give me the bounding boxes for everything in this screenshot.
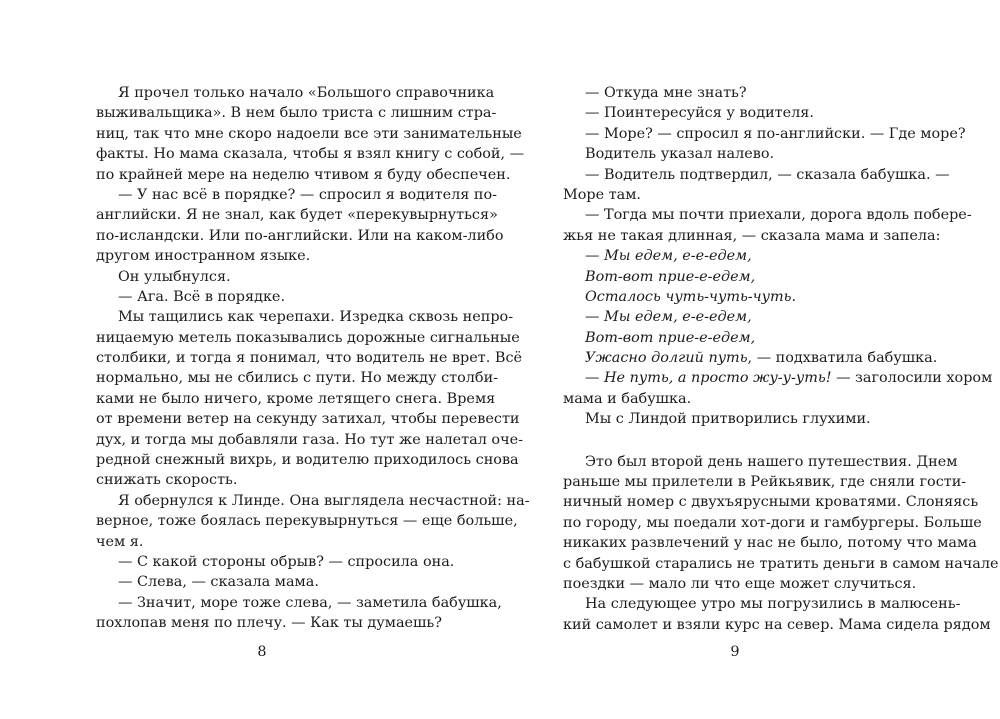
left-page-number: 8 — [257, 644, 267, 660]
text-line: Мы с Линдой притворились глухими. — [585, 411, 871, 428]
text-fragment: — заголосили хором — [831, 370, 993, 387]
text-line: верное, тоже боялась перекувырнуться — еще больше, — [96, 513, 518, 530]
text-line — [563, 368, 993, 388]
text-line: ничный номер с двухъярусными кроватями. Слоняясь — [563, 494, 979, 511]
text-line: На следующее утро мы погрузились в малюсень- — [585, 596, 961, 613]
right-page-number: 9 — [730, 644, 740, 660]
text-line: от времени ветер на секунду затихал, чтобы перевести — [96, 411, 520, 428]
text-line: кий самолет и взяли курс на север. Мама сидела рядом — [563, 616, 991, 633]
left-page-text — [96, 83, 530, 634]
text-line: — Водитель подтвердил, — сказала бабушка. — — [585, 166, 950, 183]
text-line: никаких развлечений у нас не было, потому что мама — [563, 535, 977, 552]
text-line: снижать скорость. — [96, 472, 238, 489]
text-line — [563, 287, 907, 307]
text-line: факты. Но мама сказала, чтобы я взял книгу с собой, — — [96, 146, 525, 163]
text-line: — Слева, — сказала мама. — [118, 574, 319, 591]
text-line: — Значит, море тоже слева, — заметила бабушка, — [118, 594, 502, 611]
text-line: мама и бабушка. — [563, 390, 692, 407]
italic-fragment: Мы едем, е-е-едем, — [603, 248, 752, 265]
text-line: выживальщика». В нем было триста с лишним стра- — [96, 105, 497, 122]
text-line: с бабушкой старались не тратить деньги в самом начале — [563, 555, 999, 572]
text-line: — Ага. Всё в порядке. — [118, 288, 286, 305]
text-line: Он улыбнулся. — [118, 268, 231, 285]
text-line: Море там. — [563, 186, 642, 203]
text-line: — У нас всё в порядке? — спросил я водителя по- — [118, 186, 497, 203]
italic-fragment: Вот-вот прие-е-едем, — [585, 268, 756, 285]
text-fragment: — — [585, 248, 604, 265]
text-line: — С какой стороны обрыв? — спросила она. — [118, 553, 455, 570]
text-line: — Поинтересуйся у водителя. — [585, 105, 814, 122]
text-line: чем я. — [96, 533, 144, 550]
text-line — [563, 328, 907, 348]
text-line: раньше мы прилетели в Рейкьявик, где сняли гости- — [563, 474, 967, 491]
text-line: по крайней мере на неделю чтивом я буду обеспечен. — [96, 166, 511, 183]
text-line: жья не такая длинная, — сказала мама и запела: — [563, 227, 941, 244]
text-line: — Тогда мы почти приехали, дорога вдоль побере- — [585, 207, 972, 224]
italic-fragment: Ужасно долгий путь — [585, 350, 748, 367]
text-fragment: — — [585, 370, 604, 387]
text-line: похлопав меня по плечу. — Как ты думаешь? — [96, 615, 442, 632]
text-line: по-исландски. Или по-английски. Или на каком-либо — [96, 227, 504, 244]
text-line — [563, 267, 907, 287]
text-line: нормально, мы не сбились с пути. Но между столби- — [96, 370, 499, 387]
text-line: ниц, так что мне скоро надоели все эти занимательные — [96, 125, 522, 142]
text-line: Мы тащились как черепахи. Изредка сквозь непро- — [118, 309, 514, 326]
text-line: Я обернулся к Линде. Она выглядела несчастной: на- — [118, 492, 530, 509]
text-line — [563, 246, 907, 266]
text-fragment: — — [585, 309, 604, 326]
text-line: редной снежный вихрь, и водителю приходилось снова — [96, 452, 519, 469]
italic-fragment: Вот-вот прие-е-едем, — [585, 329, 756, 346]
italic-fragment: Не путь, а просто жу-у-уть! — [603, 370, 832, 387]
text-line: дух, и тогда мы добавляли газа. Но тут же налетал оче- — [96, 431, 523, 448]
text-line — [563, 348, 938, 368]
text-line: столбики, и тогда я понимал, что водитель не врет. Всё — [96, 350, 523, 367]
text-line: ками не было ничего, кроме летящего снега. Время — [96, 390, 496, 407]
text-line: ницаемую метель показывались дорожные сигнальные — [96, 329, 520, 346]
text-line — [563, 307, 907, 327]
text-line: поездки — мало ли что еще может случиться. — [563, 575, 917, 592]
text-fragment: , — подхватила бабушка. — [747, 350, 938, 367]
text-line: английски. Я не знал, как будет «перекувырнуться» — [96, 207, 498, 224]
right-page-text — [563, 83, 999, 635]
italic-fragment: Осталось чуть-чуть-чуть. — [585, 288, 797, 305]
text-line: Это был второй день нашего путешествия. Днем — [585, 453, 958, 470]
text-line: — Море? — спросил я по-английски. — Где море? — [585, 125, 966, 142]
text-line: по городу, мы поедали хот-доги и гамбургеры. Больше — [563, 514, 982, 531]
italic-fragment: Мы едем, е-е-едем, — [603, 309, 752, 326]
text-line: Водитель указал налево. — [585, 146, 775, 163]
text-line: — Откуда мне знать? — [585, 85, 747, 101]
text-line: другом иностранном языке. — [96, 248, 311, 265]
section-break — [563, 430, 907, 452]
text-line: Я прочел только начало «Большого справочника — [118, 85, 495, 101]
